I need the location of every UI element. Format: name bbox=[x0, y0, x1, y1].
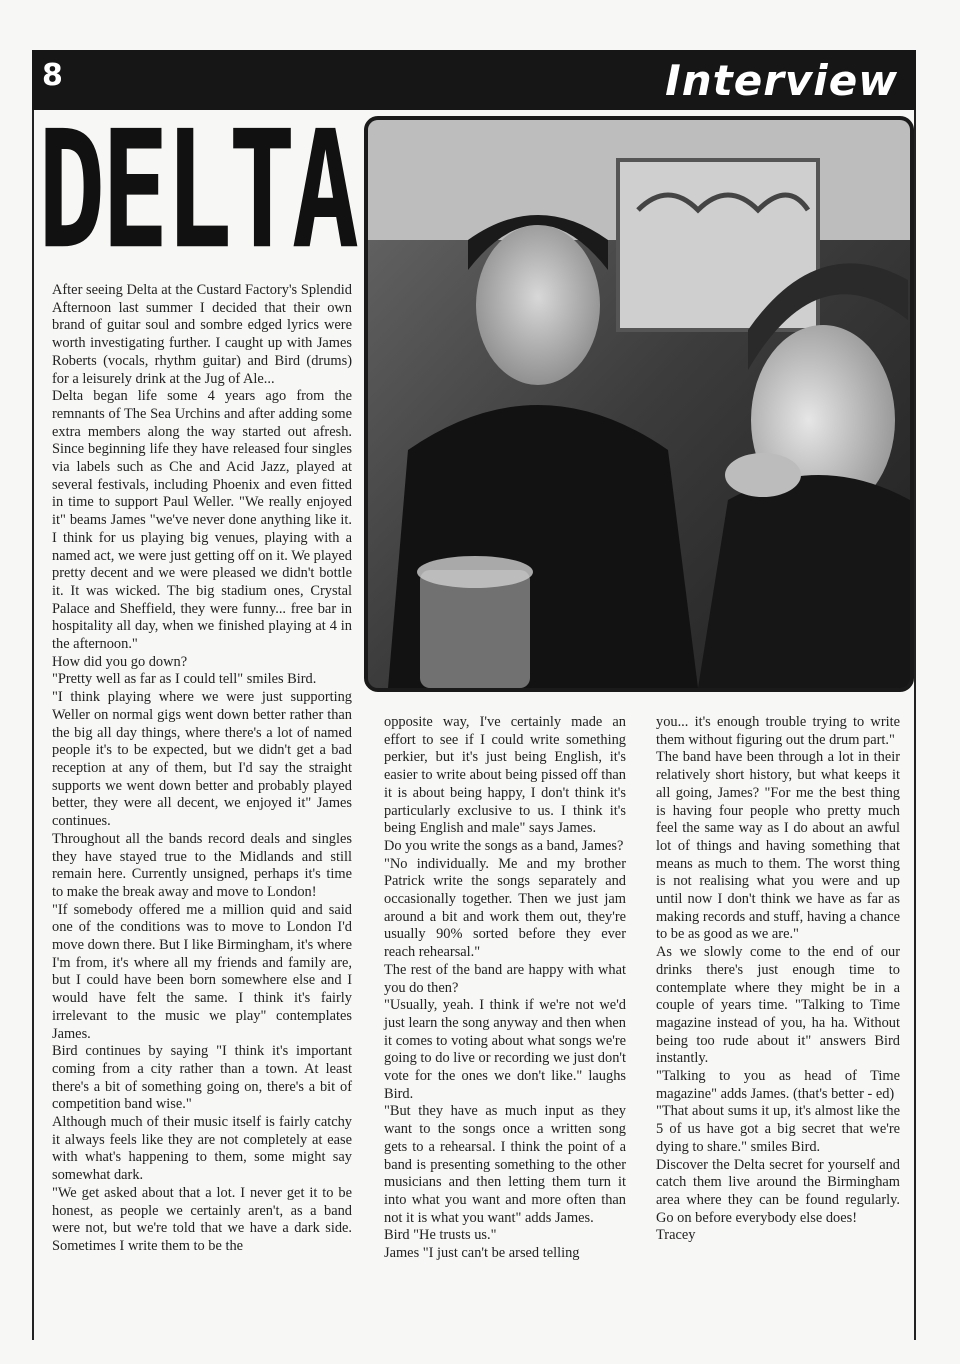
paragraph: "No individually. Me and my brother Patrick write the songs separately and occasionally together. Then we just jam around a bit and work them out, they're usually 90% sorted before they ever reach rehearsal." bbox=[384, 855, 626, 961]
paragraph: you... it's enough trouble trying to write them without figuring out the drum part." bbox=[656, 714, 900, 748]
paragraph: How did you go down? bbox=[52, 653, 188, 670]
paragraph: The rest of the band are happy with what you do then? bbox=[384, 961, 626, 996]
article-column-3 bbox=[656, 714, 900, 1245]
paragraph: Do you write the songs as a band, James? bbox=[384, 837, 624, 854]
paragraph: "We get asked about that a lot. I never get it to be honest, as people we certainly aren't, as a band were not, but we're told that we have a dark side. Sometimes I write them to be the bbox=[52, 1184, 352, 1254]
paragraph: James "I just can't be arsed telling bbox=[384, 1245, 580, 1262]
paragraph: Throughout all the bands record deals and singles they have stayed true to the Midlands and still remain here. Currently unsigned, perhaps it's time to make the break away and move to London! bbox=[52, 830, 352, 900]
paragraph: "If somebody offered me a million quid and said one of the conditions was to move to London I'd move down there. But I like Birmingham, it's where I'm from, it's where all my friends and family are, but I could have been born somewhere else and I would have felt the same. I think it's fairly irrelevant to the music we play" contemplates James. bbox=[52, 901, 352, 1042]
paragraph: "I think playing where we were just supporting Weller on normal gigs went down better rather than the big all day things, where there's a lot of named people it's to be expected, but we didn't get a bad reception at any of them, but I'd say the straight supports we went down better and probably played better, they were all decent, we enjoyed it" James continues. bbox=[52, 689, 352, 830]
paragraph: Bird "He trusts us." bbox=[384, 1227, 497, 1244]
paragraph: Although much of their music itself is fairly catchy it always feels like they are not completely at ease with what's happening to them, some might say somewhat dark. bbox=[52, 1114, 352, 1184]
paragraph: After seeing Delta at the Custard Factory's Splendid Afternoon last summer I decided that their own brand of guitar soul and sombre edged lyrics were worth investigating further. I caught up with James Roberts (vocals, rhythm guitar) and Bird (drums) for a leisurely drink at the Jug of Ale... bbox=[52, 282, 352, 387]
article-column-2 bbox=[384, 714, 626, 1263]
paragraph: "Pretty well as far as I could tell" smiles Bird. bbox=[52, 671, 317, 688]
band-members-photo-icon bbox=[368, 120, 910, 688]
paragraph: "That about sums it up, it's almost like the 5 of us have got a big secret that we're dying to share." smiles Bird. bbox=[656, 1103, 900, 1155]
author-signature: Tracey bbox=[656, 1227, 696, 1244]
section-label: Interview bbox=[665, 56, 898, 105]
paragraph: "But they have as much input as they want to the songs once a written song gets to a rehearsal. I think the point of a band is presenting something to the other musicians and then letting them turn it into what you want and more often than not it is what you want" adds James. bbox=[384, 1103, 626, 1226]
paragraph: Bird continues by saying "I think it's important coming from a city rather than a town. At least there's a bit of something going on, there's a bit of competition band wise." bbox=[52, 1043, 352, 1113]
article-title-text: DELTA bbox=[38, 96, 356, 286]
paragraph: Discover the Delta secret for yourself and catch them live around the Birmingham area where they can be found regularly. Go on before everybody else does! bbox=[656, 1156, 900, 1226]
page-number: 8 bbox=[42, 58, 63, 93]
paragraph: As we slowly come to the end of our drinks there's just enough time to contemplate where they might be in a couple of years time. "Talking to Time magazine instead of you, ha ha. Without being too rude about it" answers Bird instantly. bbox=[656, 944, 900, 1067]
paragraph: The band have been through a lot in their relatively short history, but what keeps it all going, James? "For me the best thing is having four people who pretty much feel the same way as I do about an awful lot of things and having something that means as much to them. The worst thing is not realising what you were and up until now I don't think we have as far as making records and stuff, having a chance to be as good as we are." bbox=[656, 749, 900, 943]
paragraph: "Talking to you as head of Time magazine" adds James. (that's better - ed) bbox=[656, 1068, 900, 1102]
band-photo bbox=[364, 116, 914, 692]
article-column-1 bbox=[52, 282, 352, 1256]
paragraph: Delta began life some 4 years ago from the remnants of The Sea Urchins and after adding some extra members along the way started out afresh. Since beginning life they have released four singles via labels such as Che and Acid Jazz, played at several festivals, including Phoenix and even fitted in time to support Paul Weller. "We really enjoyed it" beams James "we've never done anything like it. I think for us playing big venues, playing with a named act, we were just getting off on it. We played pretty decent and we were pleased we didn't bottle it. It was wicked. The big stadium ones, Crystal Palace and Sheffield, they were funny... free bar in hospitality all day, when we finished playing at 4 in the afternoon." bbox=[52, 388, 352, 653]
paragraph: "Usually, yeah. I think if we're not we'd just learn the song anyway and then when it comes to voting about what songs we're going to do live or recording we just don't vote for the ones we don't like." laughs Bird. bbox=[384, 997, 626, 1102]
paragraph: opposite way, I've certainly made an effort to see if I could write something perkier, but it's just being English, it's easier to write about being pissed off than it is about being happy, I don't think it's particularly exclusive to us. I think it's being English and male" says James. bbox=[384, 714, 626, 837]
